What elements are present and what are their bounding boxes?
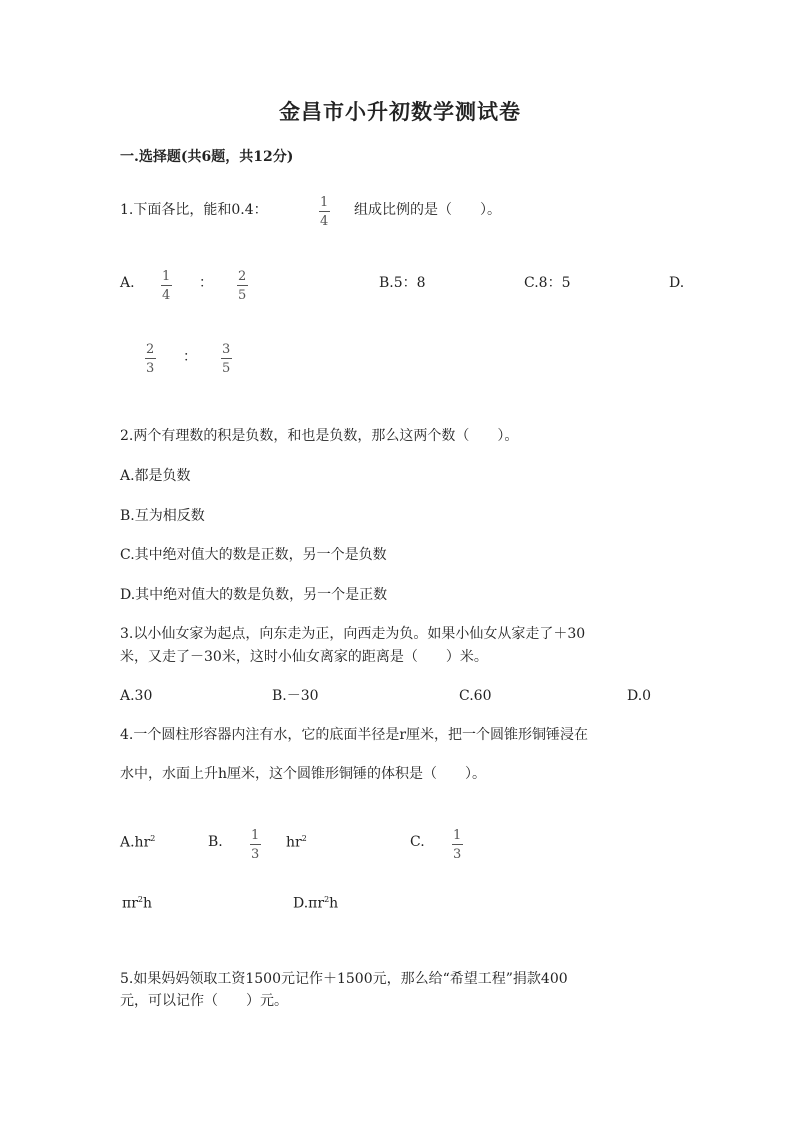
question-4-stem-line1: 4.一个圆柱形容器内注有水，它的底面半径是r厘米，把一个圆锥形铜锤浸在 bbox=[120, 727, 589, 743]
option-a-text: A.hr bbox=[120, 834, 151, 851]
question-1-option-a-separator: ： bbox=[199, 275, 213, 291]
question-4-stem-line2: 水中，水面上升h厘米，这个圆锥形铜锤的体积是（ ）。 bbox=[120, 766, 487, 782]
option-b-text: hr bbox=[286, 834, 302, 851]
question-3-option-d: D.0 bbox=[627, 688, 652, 704]
question-3-option-a: A.30 bbox=[120, 688, 153, 704]
question-1-stem-part1: 1.下面各比，能和0.4： bbox=[120, 202, 268, 218]
question-3-option-c: C.60 bbox=[459, 688, 492, 704]
question-4-option-a bbox=[120, 835, 155, 850]
option-d-tail: h bbox=[329, 895, 339, 912]
fraction-numerator: 1 bbox=[453, 828, 462, 843]
fraction-denominator: 5 bbox=[222, 361, 231, 376]
option-b-exponent: 2 bbox=[301, 834, 307, 843]
fraction-numerator: 3 bbox=[222, 342, 231, 357]
question-3-stem-line1: 3.以小仙女家为起点，向东走为正，向西走为负。如果小仙女从家走了＋30 bbox=[120, 626, 586, 642]
question-1-option-c: C.8：5 bbox=[524, 275, 571, 291]
question-4-option-c-fraction bbox=[451, 829, 463, 861]
question-3-stem-line2: 米，又走了－30米，这时小仙女离家的距离是（ ）米。 bbox=[120, 649, 488, 665]
question-1-stem-part2: 组成比例的是（ ）。 bbox=[354, 202, 501, 218]
question-4-option-d bbox=[293, 896, 338, 911]
fraction-numerator: 1 bbox=[162, 269, 171, 284]
page-title: 金昌市小升初数学测试卷 bbox=[279, 99, 521, 124]
option-c-tail: h bbox=[143, 895, 153, 912]
question-1-option-d-fraction-1 bbox=[144, 343, 156, 375]
question-4-option-c-continuation bbox=[122, 896, 152, 911]
option-c-text: πr bbox=[122, 895, 138, 912]
fraction-denominator: 4 bbox=[320, 214, 329, 229]
fraction-numerator: 2 bbox=[146, 342, 155, 357]
question-1-stem-fraction bbox=[318, 196, 330, 228]
question-5-stem-line1: 5.如果妈妈领取工资1500元记作＋1500元，那么给“希望工程”捐款400 bbox=[120, 971, 568, 987]
question-5-stem-line2: 元，可以记作（ ）元。 bbox=[120, 993, 288, 1009]
section-heading: 一.选择题(共6题，共12分) bbox=[120, 149, 294, 165]
fraction-denominator: 5 bbox=[238, 288, 247, 303]
question-2-stem: 2.两个有理数的积是负数，和也是负数，那么这两个数（ ）。 bbox=[120, 428, 519, 444]
question-2-option-c: C.其中绝对值大的数是正数，另一个是负数 bbox=[120, 547, 387, 563]
fraction-numerator: 1 bbox=[251, 828, 260, 843]
option-d-exponent: 2 bbox=[324, 895, 330, 904]
question-1-option-a-fraction-2 bbox=[236, 270, 248, 302]
option-a-exponent: 2 bbox=[150, 834, 156, 843]
question-4-option-b-tail bbox=[286, 835, 307, 850]
option-c-exponent: 2 bbox=[137, 895, 143, 904]
fraction-denominator: 3 bbox=[251, 847, 260, 862]
question-2-option-d: D.其中绝对值大的数是负数，另一个是正数 bbox=[120, 587, 388, 603]
fraction-denominator: 3 bbox=[453, 847, 462, 862]
option-d-text: D.πr bbox=[293, 895, 325, 912]
question-1-option-a-label: A. bbox=[120, 275, 135, 291]
question-1-option-d-fraction-2 bbox=[220, 343, 232, 375]
fraction-numerator: 2 bbox=[238, 269, 247, 284]
fraction-denominator: 3 bbox=[146, 361, 155, 376]
question-2-option-a: A.都是负数 bbox=[120, 468, 191, 484]
question-1-option-d-label: D. bbox=[669, 275, 685, 291]
question-1-option-d-separator: ： bbox=[183, 349, 197, 365]
fraction-numerator: 1 bbox=[320, 195, 329, 210]
question-4-option-c-label: C. bbox=[410, 834, 425, 850]
question-4-option-b-fraction bbox=[249, 829, 261, 861]
question-2-option-b: B.互为相反数 bbox=[120, 508, 205, 524]
question-1-option-b: B.5：8 bbox=[379, 275, 426, 291]
question-1-option-a-fraction-1 bbox=[160, 270, 172, 302]
fraction-denominator: 4 bbox=[162, 288, 171, 303]
question-3-option-b: B.－30 bbox=[272, 688, 319, 704]
question-4-option-b-label: B. bbox=[208, 834, 223, 850]
